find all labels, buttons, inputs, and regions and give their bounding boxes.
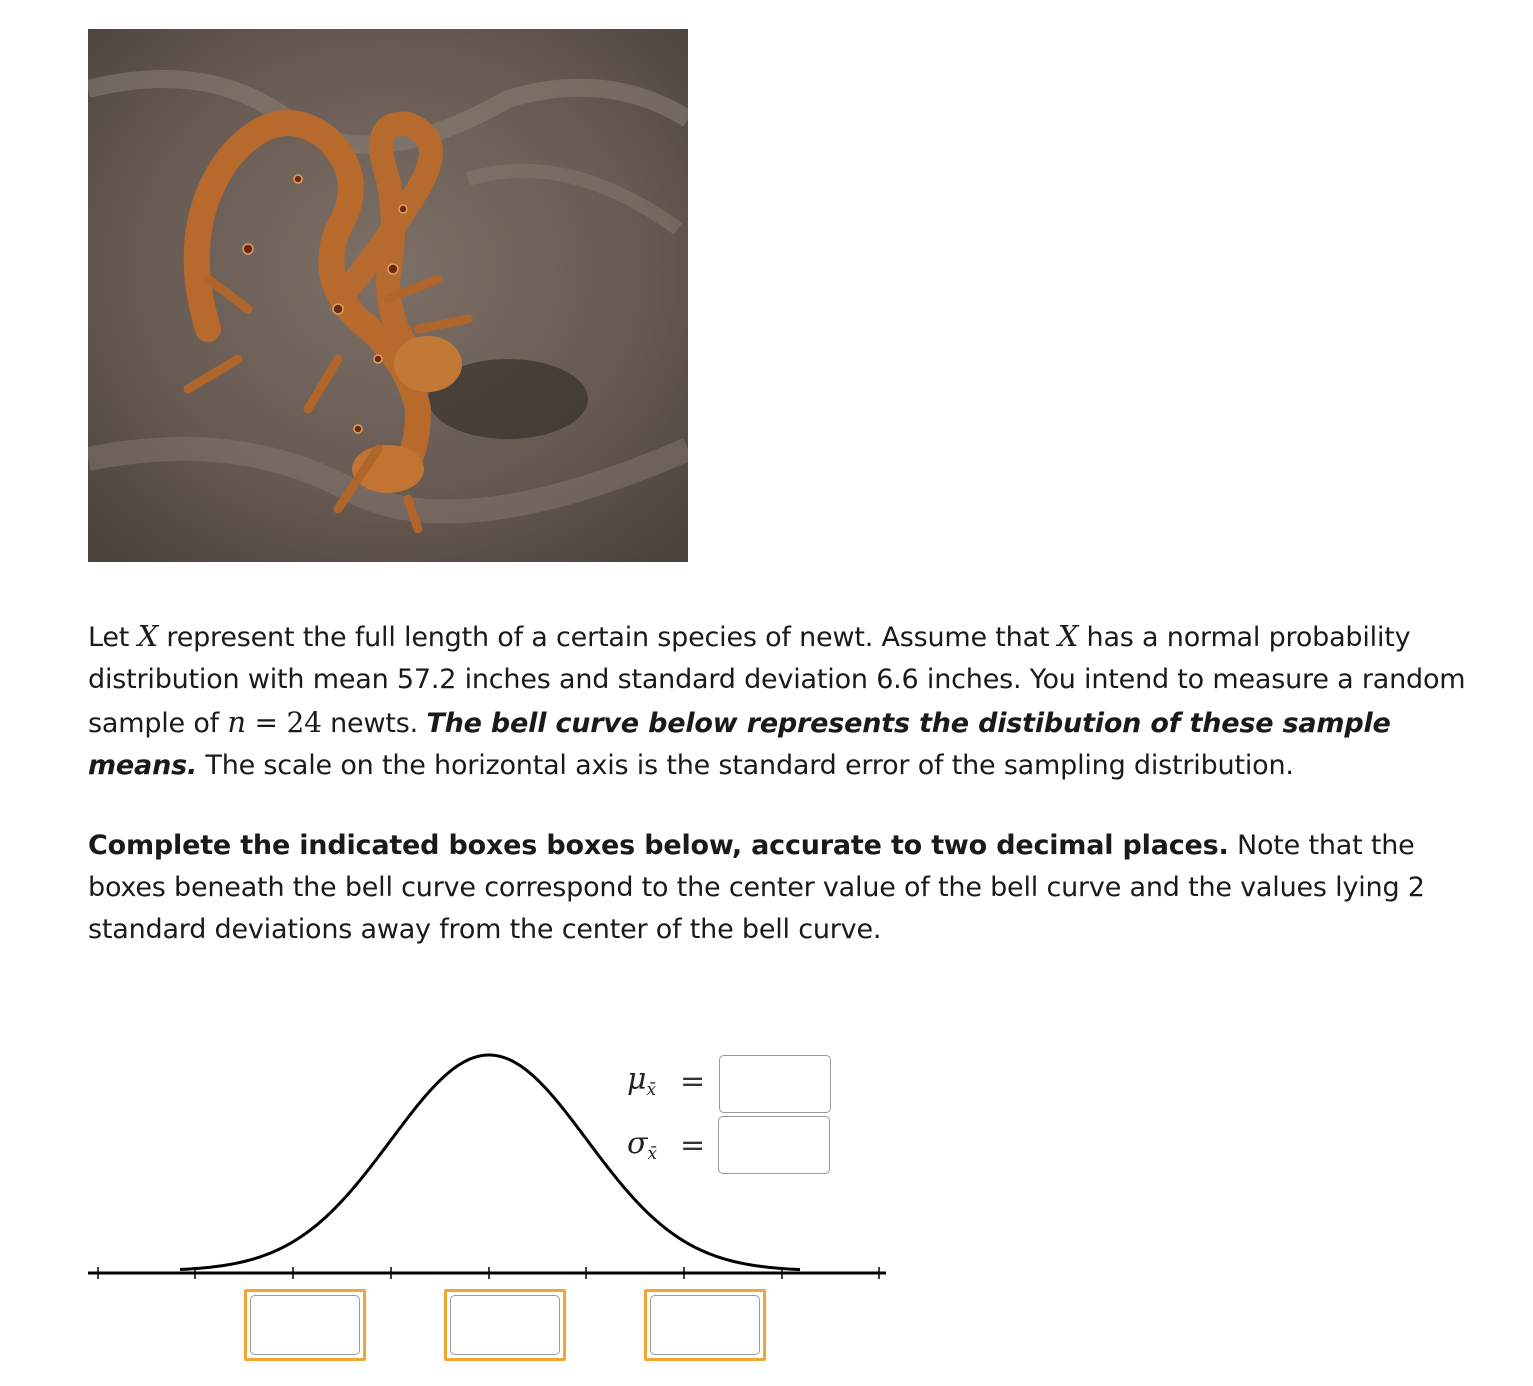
mu-equals: = xyxy=(680,1064,706,1099)
mu-symbol: μ xyxy=(627,1062,647,1097)
axis-ticks xyxy=(98,1267,879,1279)
equals-sign: = xyxy=(245,706,287,739)
variable-x: X xyxy=(137,619,159,653)
instructions-bold: Complete the indicated boxes boxes below, accurate to two decimal places. xyxy=(88,830,1229,861)
mu-input[interactable] xyxy=(719,1055,831,1113)
indicated-box-center xyxy=(444,1289,566,1361)
sigma-subscript: x̄ xyxy=(647,1144,658,1164)
indicated-box-right xyxy=(644,1289,766,1361)
problem-text-1e: The scale on the horizontal axis is the standard error of the sampling distribution. xyxy=(197,750,1294,781)
mu-label xyxy=(627,1062,656,1100)
sigma-label xyxy=(627,1126,657,1164)
center-value-input[interactable] xyxy=(450,1295,560,1355)
upper-value-input[interactable] xyxy=(650,1295,760,1355)
problem-emphasis: The bell curve below represents the distibution of these sample means. xyxy=(88,708,1391,781)
newt-illustration xyxy=(88,29,688,562)
mu-subscript: x̄ xyxy=(646,1080,657,1100)
newt-photo xyxy=(88,29,688,562)
lower-value-input[interactable] xyxy=(250,1295,360,1355)
problem-text-1c: has a normal probability distribution with mean 57.2 inches and standard deviation 6.6 inches. You intend to measure a random sample of xyxy=(88,622,1466,739)
sample-size: 24 xyxy=(286,706,322,739)
problem-text-1d: newts. xyxy=(321,708,427,739)
problem-statement xyxy=(88,615,1498,787)
instructions xyxy=(88,825,1498,951)
variable-n: n xyxy=(227,705,246,739)
instructions-text: Note that the boxes beneath the bell curve correspond to the center value of the bell curve and the values lying 2 standard deviations away from the center of the bell curve. xyxy=(88,830,1425,945)
problem-text-1b: represent the full length of a certain species of newt. Assume that xyxy=(158,622,1058,653)
indicated-box-left xyxy=(244,1289,366,1361)
sigma-symbol: σ xyxy=(627,1126,648,1161)
problem-text-1a: Let xyxy=(88,622,138,653)
sigma-input[interactable] xyxy=(718,1116,830,1174)
variable-x-2: X xyxy=(1057,619,1079,653)
sigma-equals: = xyxy=(680,1128,706,1163)
bell-curve xyxy=(180,1055,800,1270)
